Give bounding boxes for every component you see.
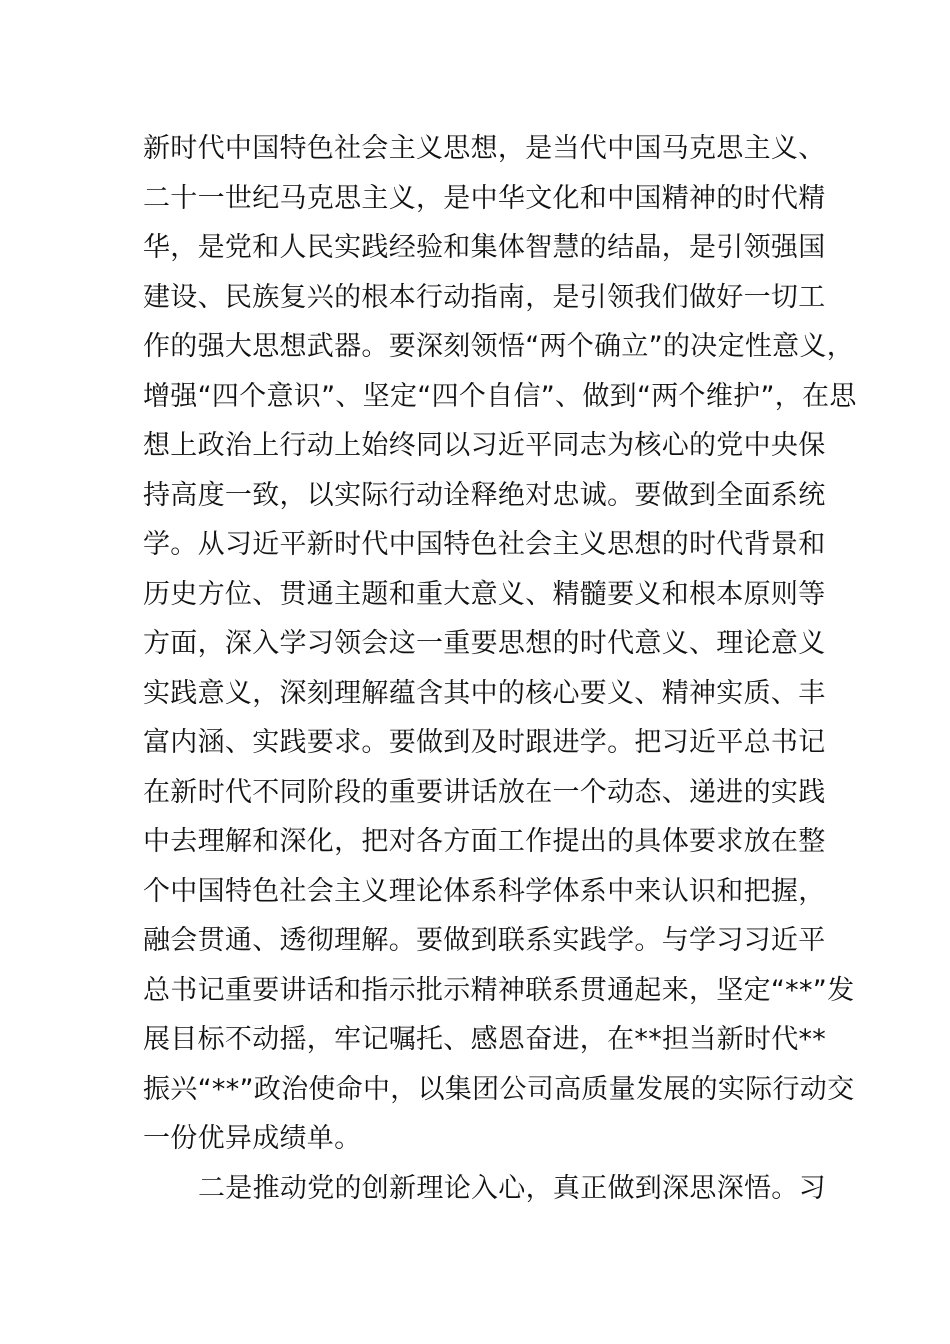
- text-line: 想上政治上行动上始终同以习近平同志为核心的党中央保: [143, 430, 826, 461]
- paragraph-first-line: 二是推动党的创新理论入心，真正做到深思深悟。习: [198, 1172, 826, 1204]
- text-line: 增强“四个意识”、坚定“四个自信”、做到“两个维护”，在思: [143, 380, 857, 412]
- text-line: 振兴“**”政治使命中，以集团公司高质量发展的实际行动交: [143, 1073, 855, 1105]
- text-line: 持高度一致，以实际行动诠释绝对忠诚。要做到全面系统: [143, 479, 826, 511]
- text-line: 总书记重要讲话和指示批示精神联系贯通起来，坚定“**”发: [143, 974, 855, 1006]
- text-line: 融会贯通、透彻理解。要做到联系实践学。与学习习近平: [143, 925, 826, 956]
- text-line: 在新时代不同阶段的重要讲话放在一个动态、递进的实践: [143, 776, 826, 808]
- text-line: 实践意义，深刻理解蕴含其中的核心要义、精神实质、丰: [143, 677, 826, 709]
- text-line: 中去理解和深化，把对各方面工作提出的具体要求放在整: [143, 826, 826, 857]
- text-line: 建设、民族复兴的根本行动指南，是引领我们做好一切工: [143, 281, 826, 313]
- text-line: 华，是党和人民实践经验和集体智慧的结晶，是引领强国: [143, 232, 826, 263]
- text-line: 作的强大思想武器。要深刻领悟“两个确立”的决定性意义，: [143, 331, 855, 362]
- body-text: [143, 124, 857, 1213]
- text-line: 二十一世纪马克思主义，是中华文化和中国精神的时代精: [143, 182, 826, 214]
- text-line: 个中国特色社会主义理论体系科学体系中来认识和把握，: [143, 875, 826, 907]
- text-line: 历史方位、贯通主题和重大意义、精髓要义和根本原则等: [143, 578, 826, 610]
- text-line: 新时代中国特色社会主义思想，是当代中国马克思主义、: [143, 133, 826, 164]
- text-line: 一份优异成绩单。: [143, 1123, 362, 1154]
- text-line: 方面，深入学习领会这一重要思想的时代意义、理论意义: [143, 628, 826, 659]
- text-line: 学。从习近平新时代中国特色社会主义思想的时代背景和: [143, 529, 826, 560]
- text-line: 展目标不动摇，牢记嘱托、感恩奋进，在**担当新时代**: [143, 1024, 827, 1055]
- text-line: 富内涵、实践要求。要做到及时跟进学。把习近平总书记: [143, 727, 826, 758]
